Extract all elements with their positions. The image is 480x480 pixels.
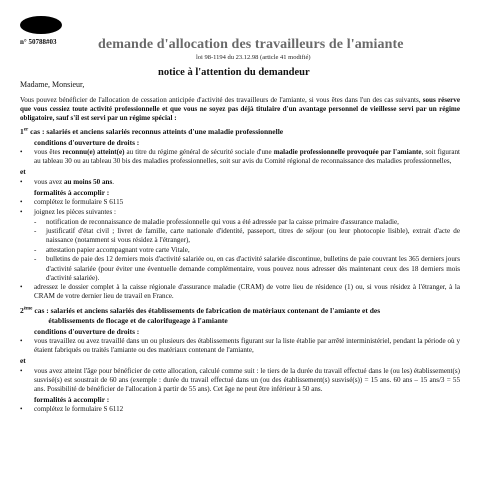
- case1-final-step: [20, 283, 460, 301]
- case2-condition-1: [20, 337, 460, 355]
- case2-title-line1: cas : salariés et anciens salariés des établissements de fabrication de matériaux contenant de l'amiante et des: [34, 306, 381, 316]
- case1-conditions-heading: conditions d'ouverture de droits :: [34, 137, 140, 147]
- list-item-text: complétez le formulaire S 6115: [34, 198, 124, 207]
- intro-paragraph: [20, 96, 460, 123]
- case2-step-1: [20, 405, 460, 414]
- case2-condition-2: [20, 367, 460, 394]
- case1-step-1: [20, 198, 460, 207]
- bullet-icon: •: [20, 366, 23, 375]
- case2-title-line2: établissements de flocage et de calorifugeage à l'amiante: [48, 315, 228, 325]
- case1-document-2: [20, 227, 460, 245]
- list-item-text: attestation papier accompagnant votre carte Vitale,: [46, 245, 190, 254]
- bullet-icon: •: [20, 198, 23, 207]
- case1-number: 1: [20, 127, 24, 137]
- form-number: n° 50788#03: [20, 38, 57, 46]
- dash-icon: -: [34, 255, 37, 264]
- dash-icon: -: [34, 227, 37, 236]
- document-subtitle: loi 98-1194 du 23.12.98 (article 41 modifié): [196, 54, 311, 61]
- list-item-text: vous travaillez ou avez travaillé dans un ou plusieurs des établissements figurant sur la liste établie par arrêté interministériel, pendant la période où y étaient fabriqués ou traités l'amiante ou des matériaux contenant de l'amiante,: [34, 336, 460, 355]
- case1-formalities-heading: formalités à accomplir :: [34, 188, 110, 197]
- list-item-text: justificatif d'état civil ; livret de famille, carte nationale d'identité, passeport, titres de séjour (ou leur photocopie lisible), extrait d'acte de naissance (notamment si vous résidez à l'étranger),: [46, 227, 460, 245]
- document-body: [20, 96, 460, 415]
- case2-conditions-heading: conditions d'ouverture de droits :: [34, 326, 140, 336]
- bullet-icon: •: [20, 148, 23, 157]
- notice-heading: notice à l'attention du demandeur: [158, 67, 310, 78]
- list-item-text: joignez les pièces suivantes :: [34, 208, 116, 217]
- salutation: Madame, Monsieur,: [20, 80, 85, 89]
- case1-condition-1: [20, 148, 460, 166]
- case1-document-1: [20, 218, 460, 227]
- list-item-text: bulletins de paie des 12 derniers mois d'activité salariée ou, en cas d'activité salariée discontinue, bulletins de paie couvrant les 365 derniers jours d'activité salariée (pour éviter une éventuelle demande complémentaire, vous pouvez nous adresser dès maintenant ceux des 18 derniers mois d'activité salariée).: [46, 255, 460, 282]
- list-item-text: vous avez atteint l'âge pour bénéficier de cette allocation, calculé comme suit : le tiers de la durée du travail effectué dans le (ou les) établissement(s) susvisé(s) est soustrait de 60 ans (exemple : durée du travail effectué dans un (ou des établissement(s) susvisé(s)) = 15 ans. 60 ans – 15 ans/3 = 55 ans. Possibilité de bénéficier de l'allocation à partir de 55 ans). Cet âge ne peut être inférieur à 50 ans.: [34, 366, 460, 393]
- list-item-text: adressez le dossier complet à la caisse régionale d'assurance maladie (CRAM) de votre lieu de résidence (1) ou, si vous résidez à l'étranger, à la CRAM de votre dernier lieu de travail en France.: [34, 283, 460, 301]
- case1-document-4: [20, 255, 460, 282]
- list-item-text: vous êtes reconnu(e) atteint(e) au titre du régime général de sécurité sociale d'une maladie professionnelle provoquée par l'amiante, soit figurant au tableau 30 ou au tableau 30 bis des maladies professionnelles, soit sur avis du Comité régional de reconnaissance des maladies professionnelles,: [34, 148, 461, 166]
- list-item-text: notification de reconnaissance de maladie professionnelle qui vous a été adressée par la caisse primaire d'assurance maladie,: [46, 217, 399, 226]
- case1-heading: [20, 127, 460, 137]
- case1-et: et: [20, 167, 26, 177]
- case1-condition-2: [20, 178, 460, 187]
- case1-document-3: [20, 246, 460, 255]
- intro-text: Vous pouvez bénéficier de l'allocation de cessation anticipée d'activité des travailleurs de l'amiante, si vous êtes dans l'un des cas suivants,: [20, 96, 423, 104]
- dash-icon: -: [34, 245, 37, 254]
- list-item-text: complétez le formulaire S 6112: [34, 405, 124, 414]
- case2-formalities-heading: formalités à accomplir :: [34, 394, 110, 404]
- bullet-icon: •: [20, 283, 23, 292]
- document-title: demande d'allocation des travailleurs de l'amiante: [98, 37, 404, 52]
- organization-logo: [20, 16, 62, 34]
- bullet-icon: •: [20, 336, 23, 345]
- case2-superscript: ème: [23, 306, 33, 312]
- bullet-icon: •: [20, 177, 23, 186]
- bullet-icon: •: [20, 208, 23, 217]
- case1-superscript: er: [23, 127, 29, 133]
- case2-heading: [20, 306, 460, 325]
- case2-et: et: [20, 356, 26, 366]
- intro-bold-text: sous réserve que vous cessiez toute activité professionnelle et que vous ne soyez pas déjà titulaire d'un avantage personnel de vieillesse servi par un régime obligatoire, sauf s'il est servi par un régime spécial :: [20, 96, 461, 123]
- list-item-text: vous avez au moins 50 ans.: [34, 177, 115, 186]
- dash-icon: -: [34, 217, 37, 226]
- case1-step-2: [20, 208, 460, 217]
- bullet-icon: •: [20, 405, 23, 414]
- case2-number: 2: [20, 306, 24, 316]
- case1-title: cas : salariés et anciens salariés reconnus atteints d'une maladie professionnelle: [28, 127, 284, 137]
